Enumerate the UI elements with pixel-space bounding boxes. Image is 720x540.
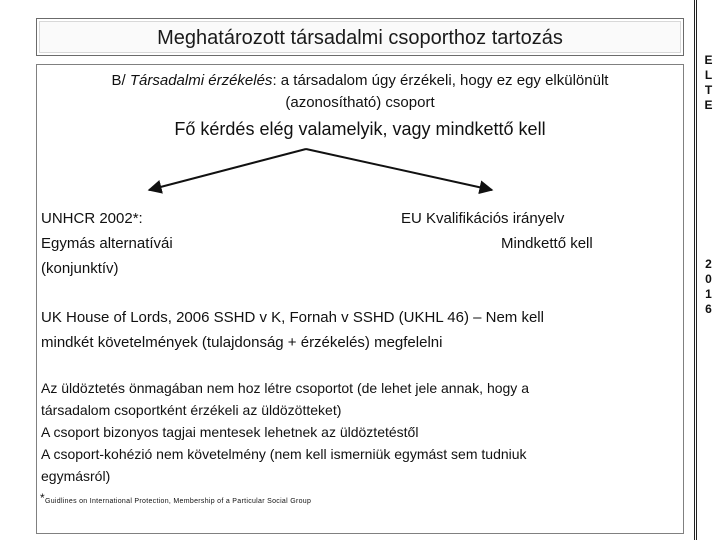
right-block-line1: EU Kvalifikációs irányelv bbox=[401, 210, 565, 227]
sidebar-digit: 0 bbox=[705, 272, 712, 286]
note-line: A csoport bizonyos tagjai mentesek lehetnek az üldöztetéstől bbox=[41, 424, 419, 440]
left-block-line3: (konjunktív) bbox=[41, 260, 119, 277]
sidebar-strip bbox=[694, 0, 720, 540]
subtitle-line2: (azonosítható) csoport bbox=[285, 94, 435, 111]
right-arrow bbox=[306, 149, 492, 190]
sidebar-digit: 6 bbox=[705, 302, 712, 316]
sidebar-letter: L bbox=[704, 68, 713, 82]
left-block bbox=[41, 206, 173, 281]
footnote bbox=[40, 491, 311, 505]
left-block-line2: Egymás alternatívái bbox=[41, 235, 173, 252]
uk-case-line2: mindkét követelmények (tulajdonság + érzékelés) megfelelni bbox=[41, 334, 443, 351]
note-line: egymásról) bbox=[41, 468, 111, 484]
subtitle-rest: : a társadalom úgy érzékeli, hogy ez egy elkülönült bbox=[272, 72, 609, 89]
sidebar-year bbox=[697, 257, 720, 317]
footnote-star: * bbox=[40, 491, 45, 505]
note-line: A csoport-kohézió nem követelmény (nem kell ismerniük egymást sem tudniuk bbox=[41, 446, 527, 462]
main-question: Fő kérdés elég valamelyik, vagy mindkettő kell bbox=[174, 119, 546, 139]
footnote-text: Guidlines on International Protection, Membership of a Particular Social Group bbox=[44, 498, 312, 505]
sidebar-digit: 1 bbox=[705, 287, 712, 301]
sidebar-digit: 2 bbox=[705, 257, 712, 271]
slide-title: Meghatározott társadalmi csoporthoz tartozás bbox=[36, 18, 684, 56]
subtitle-prefix: B/ bbox=[111, 72, 130, 89]
note-line: Az üldöztetés önmagában nem hoz létre csoportot (de lehet jele annak, hogy a bbox=[41, 380, 529, 396]
sidebar-word bbox=[697, 53, 720, 113]
subtitle-term: Társadalmi érzékelés bbox=[129, 72, 273, 89]
right-block bbox=[401, 206, 593, 256]
notes-list bbox=[41, 377, 529, 487]
note-line: társadalom csoportként érzékeli az üldözötteket) bbox=[41, 402, 342, 418]
uk-case bbox=[41, 305, 544, 355]
left-arrow bbox=[149, 149, 306, 190]
right-block-line2: Mindkettő kell bbox=[501, 235, 593, 252]
uk-case-line1: UK House of Lords, 2006 SSHD v K, Fornah v SSHD (UKHL 46) – Nem kell bbox=[41, 309, 544, 326]
sidebar-letter: E bbox=[704, 53, 713, 67]
sidebar-letter: T bbox=[704, 83, 713, 97]
sidebar-letter: E bbox=[704, 98, 713, 112]
left-block-line1: UNHCR 2002*: bbox=[41, 210, 143, 227]
